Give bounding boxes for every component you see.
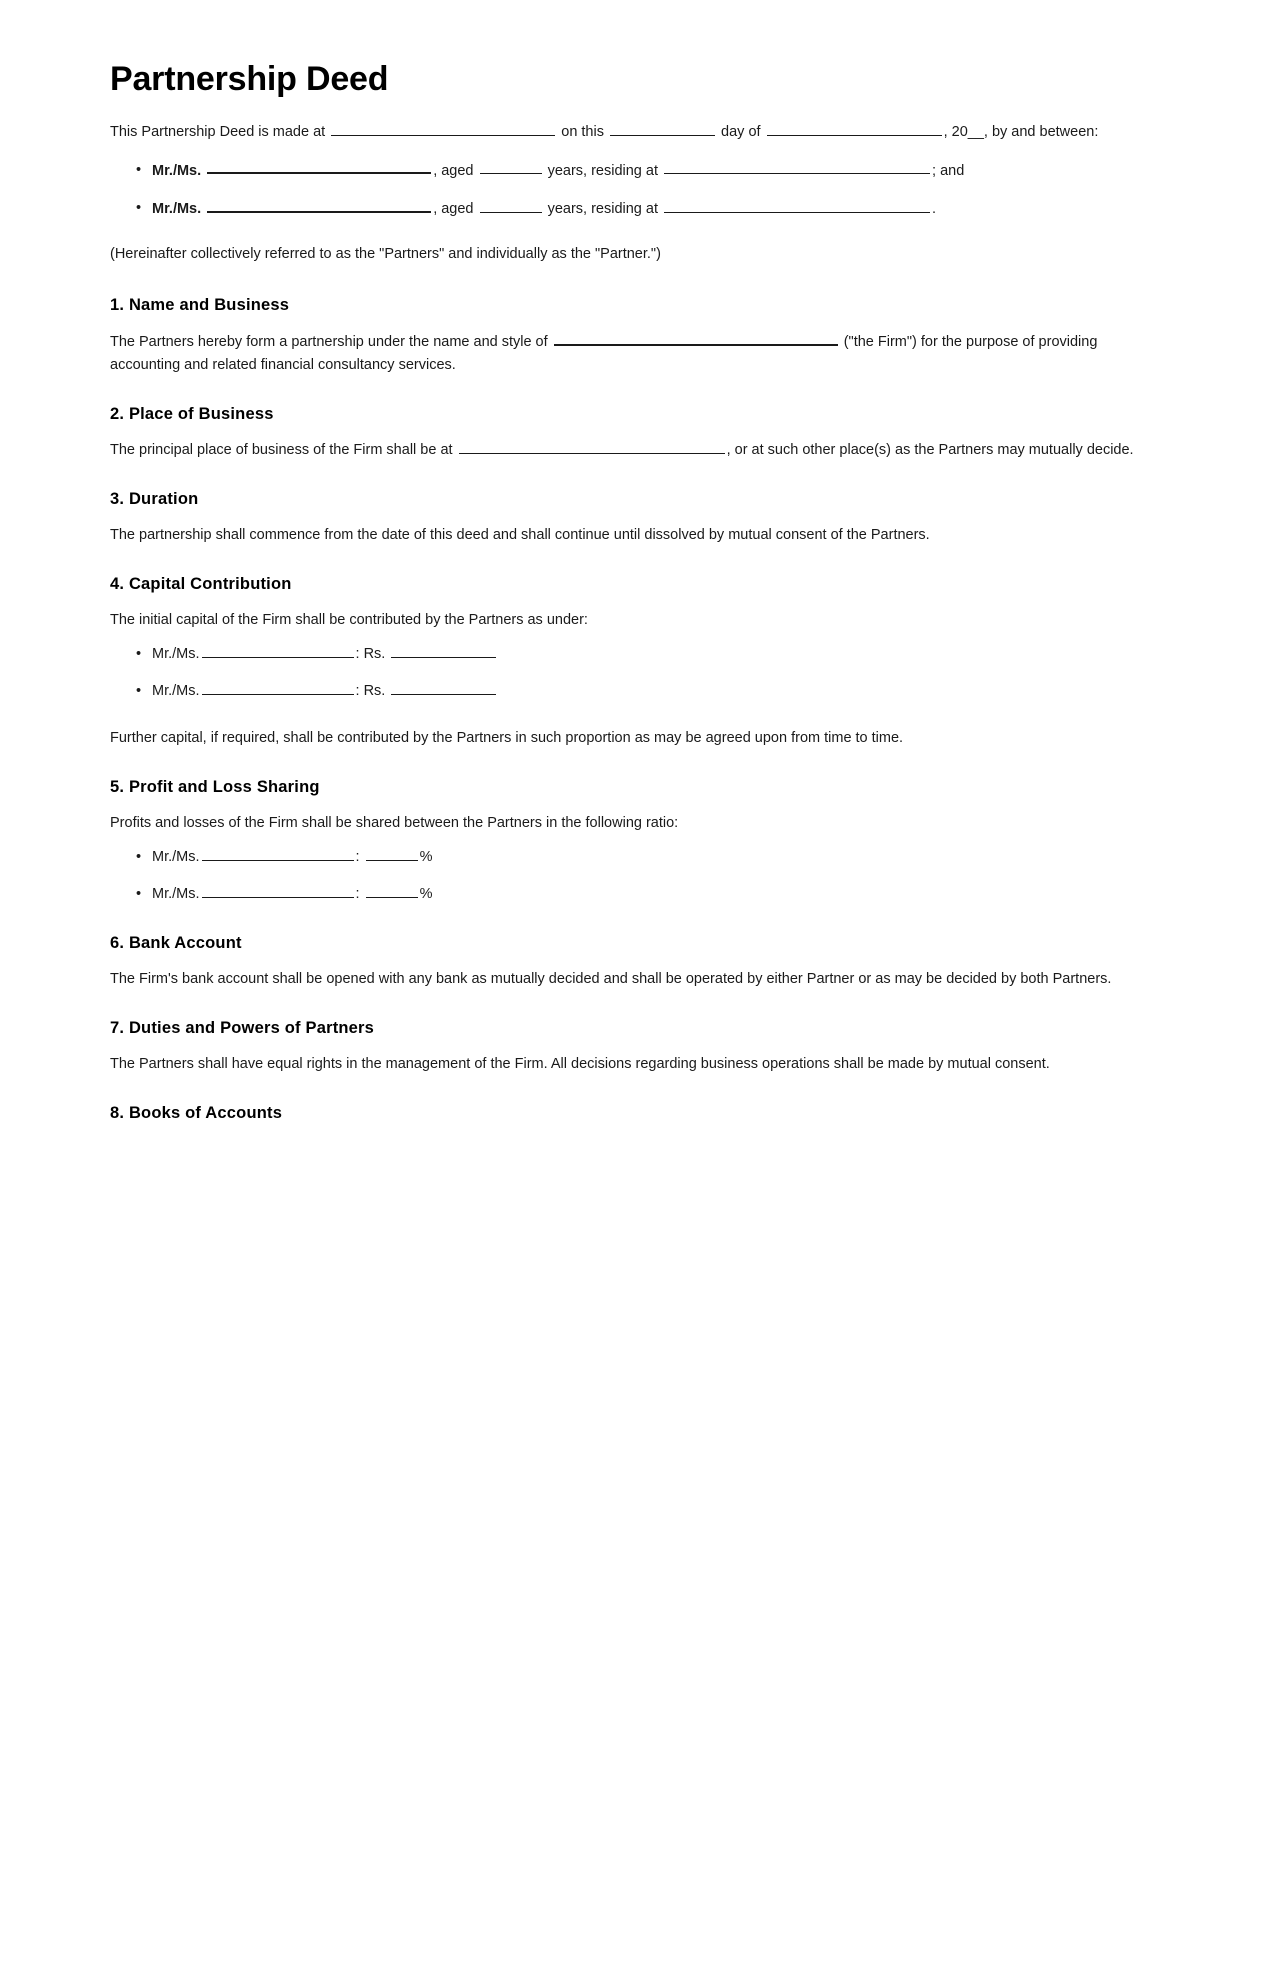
section-heading-3: 3. Duration [110, 489, 199, 508]
party-2-name-blank[interactable] [207, 197, 431, 213]
profit-2-suffix: % [419, 886, 433, 903]
place-of-execution-blank[interactable] [331, 121, 555, 136]
capital-2-separator: : Rs. [355, 682, 386, 699]
section-3-body: The partnership shall commence from the date of this deed and shall continue until dissolved by mutual consent of the Partners. [110, 527, 930, 544]
profit-1-separator: : [355, 848, 360, 865]
party-1-years-label: years, residing at [547, 162, 658, 179]
profit-sharing-list [110, 846, 1153, 907]
party-1-address-blank[interactable] [664, 160, 930, 175]
section-2-text-before-blank: The principal place of business of the Firm shall be at [110, 442, 453, 459]
list-item [136, 197, 1153, 221]
capital-2-name-blank[interactable] [202, 680, 354, 695]
intro-after-place-text: on this [561, 124, 604, 141]
capital-contribution-list [110, 643, 1153, 704]
section-heading-5: 5. Profit and Loss Sharing [110, 777, 320, 796]
list-item [136, 846, 1153, 869]
page-title: Partnership Deed [110, 60, 389, 98]
parties-list [110, 159, 1153, 222]
capital-1-amount-blank[interactable] [391, 643, 496, 658]
party-2-title-label: Mr./Ms. [152, 200, 202, 217]
intro-before-place-text: This Partnership Deed is made at [110, 124, 326, 141]
section-heading-8: 8. Books of Accounts [110, 1103, 283, 1122]
section-heading-1: 1. Name and Business [110, 295, 290, 314]
profit-1-label: Mr./Ms. [152, 848, 200, 865]
party-1-name-blank[interactable] [207, 159, 431, 175]
day-blank[interactable] [610, 121, 715, 136]
bullet-dot-icon: • [136, 682, 142, 699]
section-heading-2: 2. Place of Business [110, 404, 274, 423]
section-1-text-after-blank: ("the Firm") for the purpose of providing accounting and related financial consultancy services. [110, 333, 1098, 374]
capital-1-separator: : Rs. [355, 645, 386, 662]
profit-1-percent-blank[interactable] [366, 846, 418, 861]
section-6-body: The Firm's bank account shall be opened with any bank as mutually decided and shall be operated by either Partner or as may be decided by both Partners. [110, 971, 1112, 988]
intro-paragraph [110, 121, 1153, 144]
section-7-body: The Partners shall have equal rights in the management of the Firm. All decisions regarding business operations shall be made by mutual consent. [110, 1056, 1050, 1073]
bullet-dot-icon: • [136, 848, 142, 865]
bullet-dot-icon: • [136, 645, 142, 662]
list-item [136, 643, 1153, 666]
party-1-age-blank[interactable] [480, 160, 542, 175]
capital-1-label: Mr./Ms. [152, 645, 200, 662]
capital-1-name-blank[interactable] [202, 643, 354, 658]
party-1-title-label: Mr./Ms. [152, 162, 202, 179]
section-heading-4: 4. Capital Contribution [110, 574, 292, 593]
section-5-body: Profits and losses of the Firm shall be shared between the Partners in the following ratio: [110, 815, 679, 832]
party-1-aged-label: , aged [433, 162, 474, 179]
profit-2-separator: : [355, 886, 360, 903]
bullet-dot-icon: • [136, 199, 142, 216]
section-1-body [110, 330, 1153, 378]
party-2-address-blank[interactable] [664, 198, 930, 213]
list-item [136, 159, 1153, 183]
party-2-years-label: years, residing at [547, 200, 658, 217]
capital-2-label: Mr./Ms. [152, 682, 200, 699]
profit-1-name-blank[interactable] [202, 846, 354, 861]
intro-year-text: , 20__, by and between: [943, 124, 1099, 141]
capital-2-amount-blank[interactable] [391, 680, 496, 695]
party-2-age-blank[interactable] [480, 198, 542, 213]
bullet-dot-icon: • [136, 886, 142, 903]
party-1-trailing-text: ; and [932, 162, 965, 179]
section-2-text-after-blank: , or at such other place(s) as the Partners may mutually decide. [726, 442, 1134, 459]
profit-2-label: Mr./Ms. [152, 886, 200, 903]
party-2-trailing-text: . [932, 200, 937, 217]
section-heading-6: 6. Bank Account [110, 933, 242, 952]
profit-2-name-blank[interactable] [202, 884, 354, 899]
intro-after-day-text: day of [721, 124, 761, 141]
section-1-text-before-blank: The Partners hereby form a partnership under the name and style of [110, 333, 548, 350]
profit-1-suffix: % [419, 848, 433, 865]
hereinafter-paragraph: (Hereinafter collectively referred to as the "Partners" and individually as the "Partner.") [110, 246, 661, 263]
bullet-dot-icon: • [136, 161, 142, 178]
party-2-aged-label: , aged [433, 200, 474, 217]
section-2-body [110, 439, 1153, 462]
section-heading-7: 7. Duties and Powers of Partners [110, 1018, 375, 1037]
profit-2-percent-blank[interactable] [366, 884, 418, 899]
section-4-body: The initial capital of the Firm shall be contributed by the Partners as under: [110, 612, 588, 629]
list-item [136, 680, 1153, 703]
list-item [136, 883, 1153, 906]
firm-name-blank[interactable] [554, 330, 838, 346]
principal-place-blank[interactable] [459, 439, 725, 454]
month-blank[interactable] [767, 121, 942, 136]
section-4-footer: Further capital, if required, shall be contributed by the Partners in such proportion as may be agreed upon from time to time. [110, 730, 904, 747]
